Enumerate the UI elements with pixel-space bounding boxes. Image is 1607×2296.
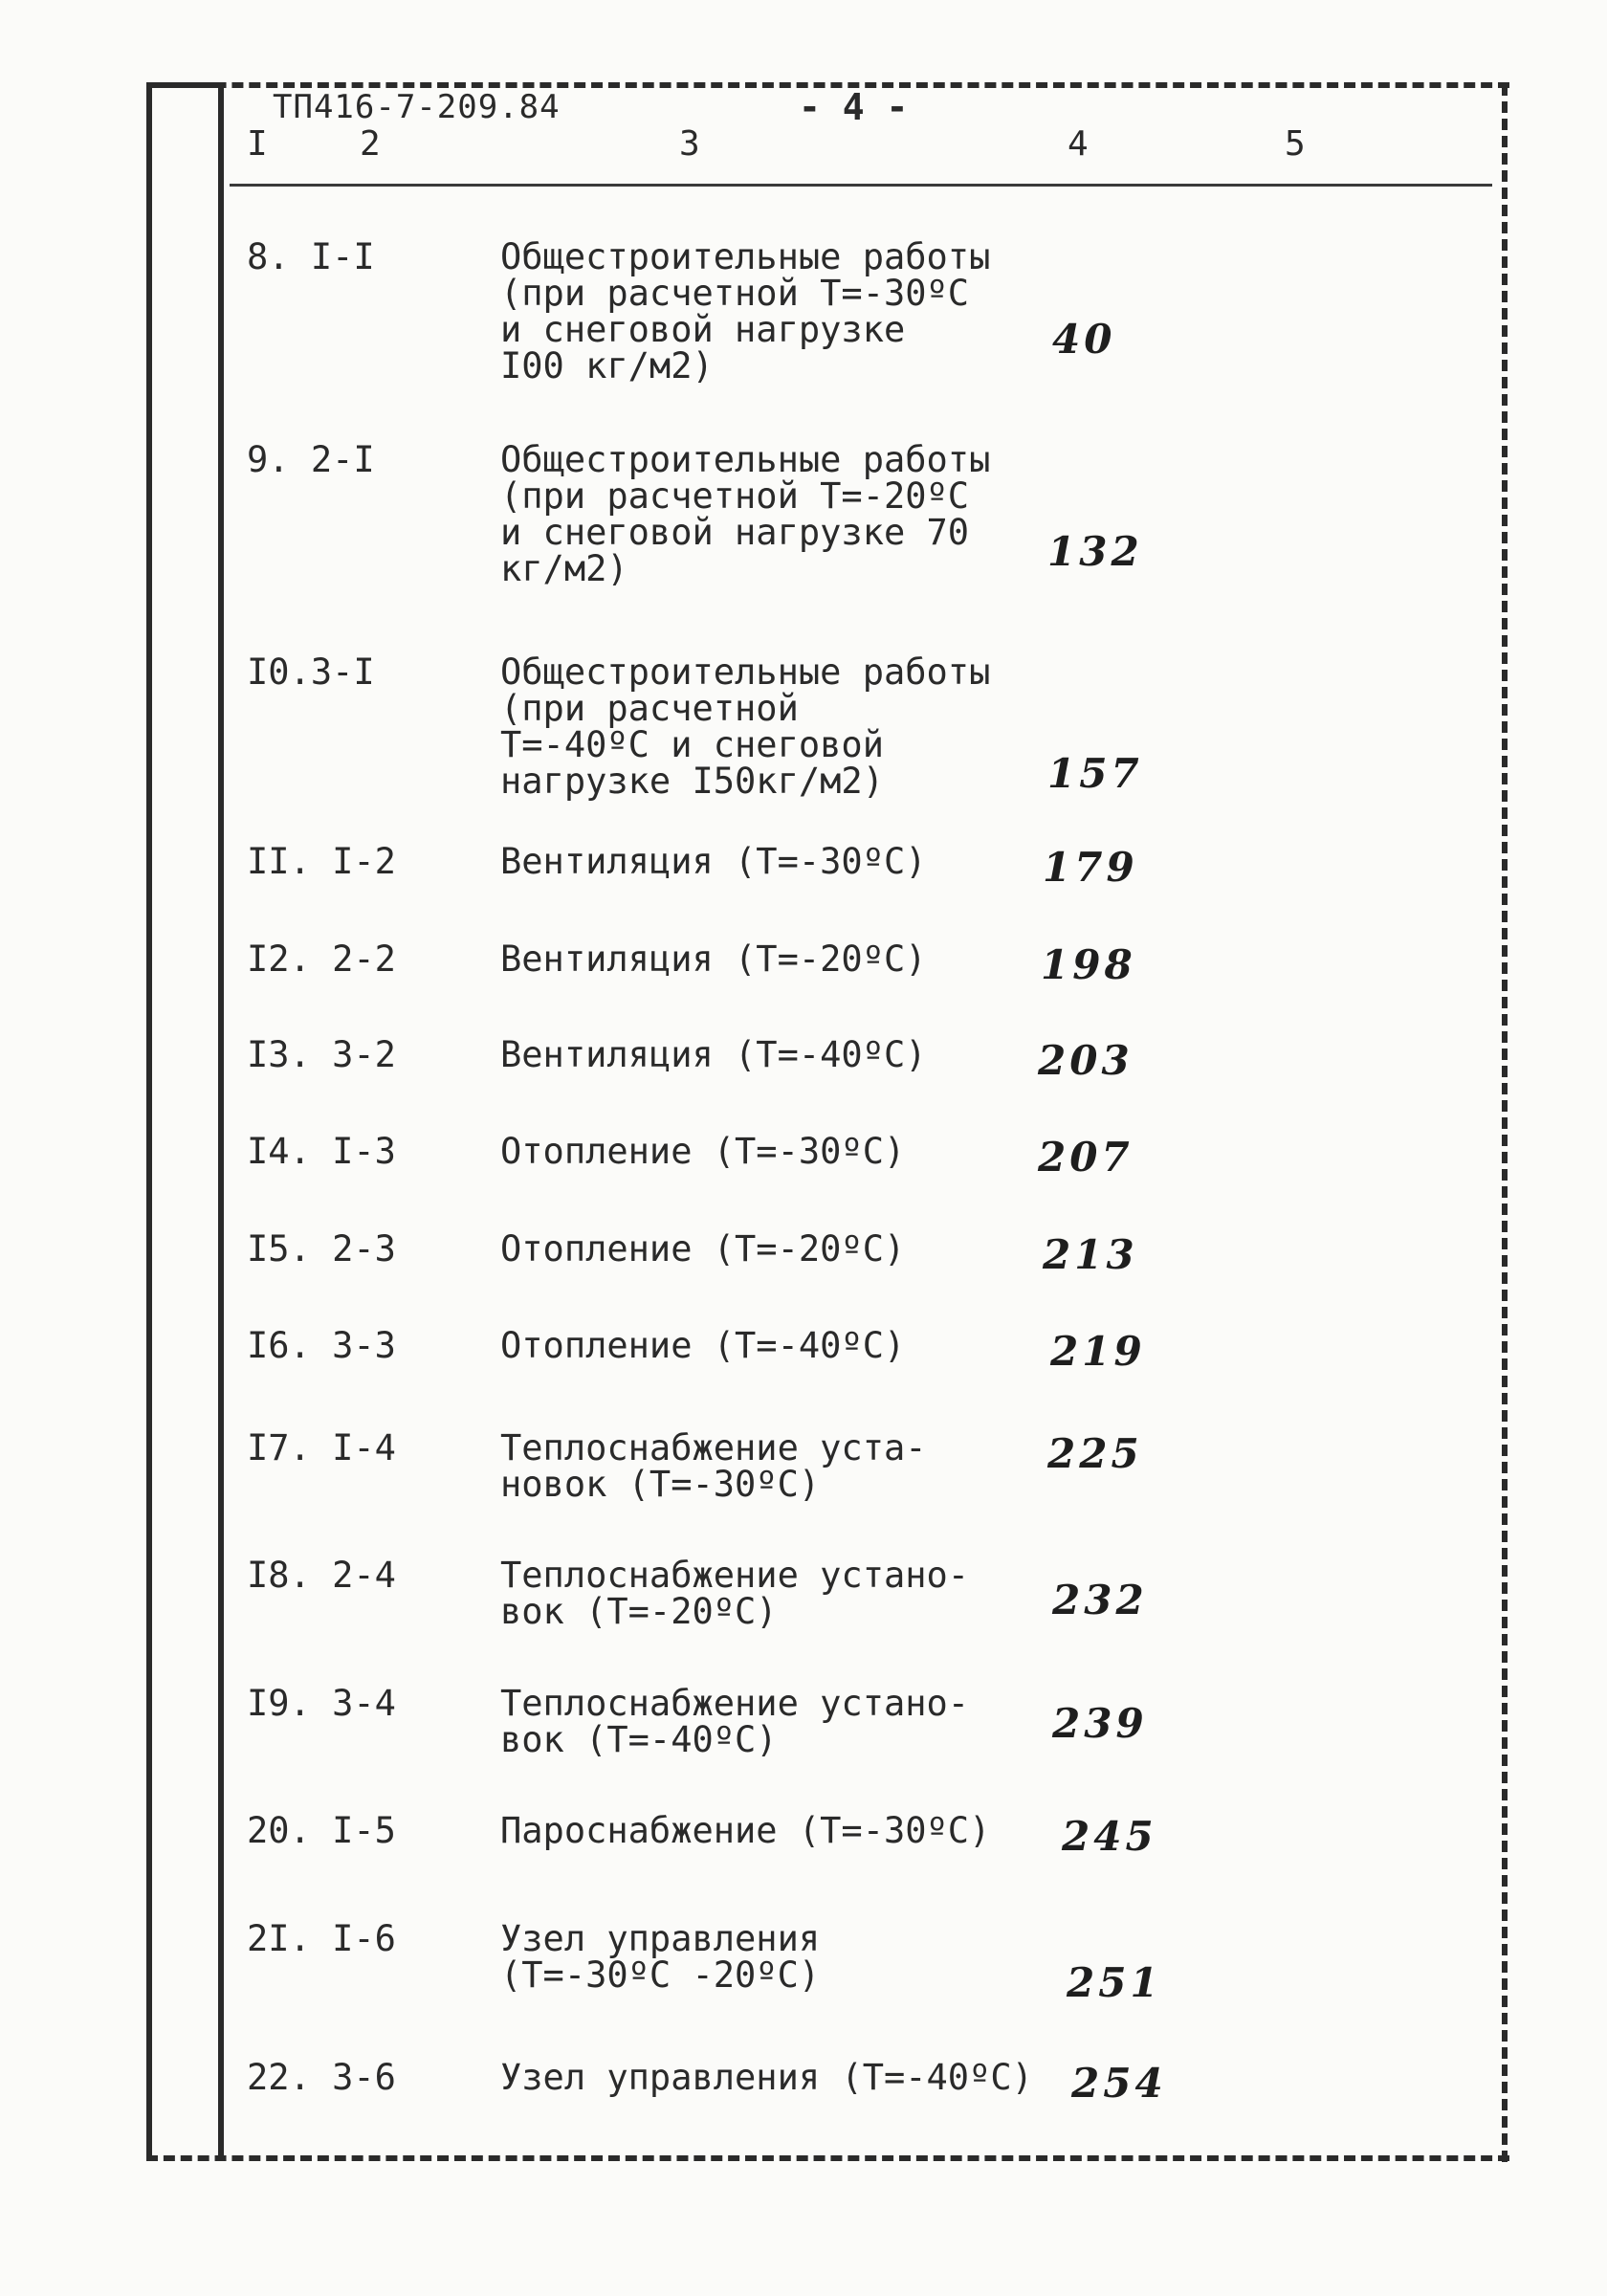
column-header-5: 5 — [1285, 124, 1306, 164]
description-line: (Т=-30ºС -20ºС) — [500, 1954, 821, 1996]
row-description — [500, 841, 1074, 882]
row-number: I5. 2-3 — [247, 1228, 396, 1269]
row-number: 22. 3-6 — [247, 2057, 396, 2098]
page-reference: 198 — [1041, 941, 1136, 988]
page-reference: 213 — [1043, 1231, 1138, 1278]
column-header-2: 2 — [360, 124, 381, 164]
row-description — [500, 236, 1074, 386]
row-number: I0.3-I — [247, 651, 375, 693]
page-reference: 132 — [1047, 528, 1143, 575]
description-line: Теплоснабжение уста- — [500, 1427, 927, 1468]
row-number: I3. 3-2 — [247, 1034, 396, 1075]
row-description — [500, 1557, 1074, 1630]
page-number: - 4 - — [799, 86, 909, 128]
page-reference: 207 — [1038, 1134, 1134, 1181]
page-reference: 245 — [1062, 1813, 1157, 1860]
page-reference: 203 — [1038, 1037, 1134, 1084]
frame-inner-left — [218, 88, 224, 2159]
row-number: 9. 2-I — [247, 439, 375, 480]
description-line: (при расчетной Т=-20ºС — [500, 475, 970, 517]
document-code: ТП416-7-209.84 — [273, 88, 561, 126]
description-line: (при расчетной Т=-30ºС — [500, 273, 970, 314]
row-description — [500, 1810, 1074, 1851]
row-description — [500, 651, 1074, 802]
description-line: Вентиляция (Т=-20ºС) — [500, 938, 927, 980]
description-line: Общестроительные работы — [500, 439, 991, 480]
description-line: новок (Т=-30ºС) — [500, 1464, 821, 1505]
page-reference: 254 — [1071, 2060, 1167, 2107]
row-number: 20. I-5 — [247, 1810, 396, 1851]
page-reference: 239 — [1052, 1700, 1148, 1747]
row-number: I4. I-3 — [247, 1131, 396, 1172]
row-description — [500, 1228, 1074, 1269]
description-line: Вентиляция (Т=-30ºС) — [500, 841, 927, 882]
row-description — [500, 1427, 1074, 1505]
description-line: Отопление (Т=-40ºС) — [500, 1325, 906, 1366]
description-line: Узел управления (Т=-40ºС) — [500, 2057, 1033, 2098]
description-line: и снеговой нагрузке 70 — [500, 512, 970, 553]
description-line: кг/м2) — [500, 548, 628, 589]
description-line: Общестроительные работы — [500, 236, 991, 277]
description-line: вок (Т=-40ºС) — [500, 1719, 778, 1760]
row-number: I6. 3-3 — [247, 1325, 396, 1366]
row-description — [500, 1131, 1074, 1172]
description-line: (при расчетной — [500, 688, 799, 729]
row-description — [500, 1918, 1074, 1996]
page-reference: 219 — [1050, 1328, 1146, 1375]
page-reference: 232 — [1052, 1577, 1148, 1623]
description-line: Пароснабжение (Т=-30ºС) — [500, 1810, 991, 1851]
frame-right — [1502, 84, 1508, 2162]
row-description — [500, 938, 1074, 980]
column-header-4: 4 — [1068, 124, 1089, 164]
description-line: нагрузке I50кг/м2) — [500, 761, 884, 802]
row-number: 8. I-I — [247, 236, 375, 277]
row-number: I8. 2-4 — [247, 1555, 396, 1596]
row-number: I7. I-4 — [247, 1427, 396, 1468]
description-line: Теплоснабжение устано- — [500, 1683, 970, 1724]
description-line: Вентиляция (Т=-40ºС) — [500, 1034, 927, 1075]
row-description — [500, 2057, 1074, 2098]
description-line: Отопление (Т=-20ºС) — [500, 1228, 906, 1269]
frame-bottom — [146, 2155, 1509, 2161]
column-header-1: I — [247, 124, 268, 164]
description-line: и снеговой нагрузке — [500, 309, 906, 350]
description-line: Узел управления — [500, 1918, 821, 1959]
description-line: Отопление (Т=-30ºС) — [500, 1131, 906, 1172]
description-line: I00 кг/м2) — [500, 345, 714, 386]
header-rule — [230, 184, 1492, 187]
row-number: I2. 2-2 — [247, 938, 396, 980]
row-number: II. I-2 — [247, 841, 396, 882]
row-description — [500, 1325, 1074, 1366]
description-line: вок (Т=-20ºС) — [500, 1591, 778, 1632]
page-reference: 40 — [1052, 316, 1116, 363]
page-reference: 179 — [1043, 844, 1138, 891]
frame-outer-left — [146, 88, 224, 2159]
row-description — [500, 1034, 1074, 1075]
row-number: I9. 3-4 — [247, 1683, 396, 1724]
description-line: Теплоснабжение устано- — [500, 1555, 970, 1596]
description-line: Т=-40ºС и снеговой — [500, 724, 884, 765]
page-reference: 157 — [1047, 750, 1143, 797]
description-line: Общестроительные работы — [500, 651, 991, 693]
page-reference: 225 — [1047, 1430, 1143, 1477]
row-description — [500, 439, 1074, 589]
column-header-3: 3 — [679, 124, 700, 164]
row-description — [500, 1683, 1074, 1760]
page-reference: 251 — [1067, 1959, 1162, 2006]
row-number: 2I. I-6 — [247, 1918, 396, 1959]
